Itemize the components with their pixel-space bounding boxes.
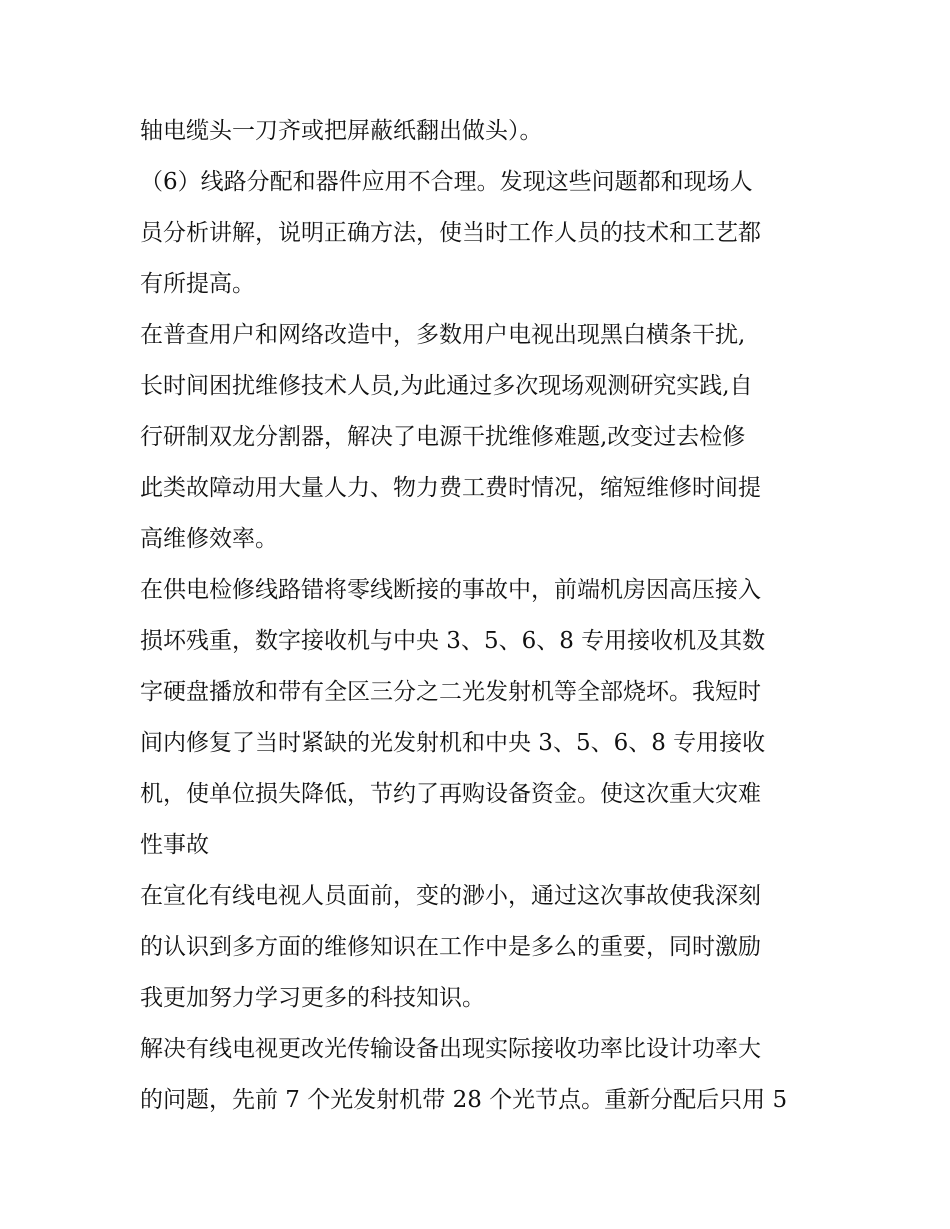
text-line: 我更加努力学习更多的科技知识。 (140, 985, 485, 1011)
text-line: 行研制双龙分割器，解决了电源干扰维修难题,改变过去检修 (140, 424, 746, 450)
text-line: 长时间困扰维修技术人员,为此通过多次现场观测研究实践,自 (140, 373, 753, 399)
text-line: 性事故 (140, 832, 209, 858)
text-line: 字硬盘播放和带有全区三分之二光发射机等全部烧坏。我短时 (140, 679, 761, 705)
text-line: 高维修效率。 (140, 526, 278, 552)
text-line: 在宣化有线电视人员面前，变的渺小，通过这次事故使我深刻 (140, 883, 761, 909)
text-line: 间内修复了当时紧缺的光发射机和中央 3、5、6、8 专用接收 (140, 730, 766, 756)
text-line: 有所提高。 (140, 271, 255, 297)
text-line: 机，使单位损失降低，节约了再购设备资金。使这次重大灾难 (140, 781, 761, 807)
text-line: 轴电缆头一刀齐或把屏蔽纸翻出做头）。 (140, 118, 543, 144)
body-text (140, 106, 820, 1126)
text-line: 此类故障动用大量人力、物力费工费时情况，缩短维修时间提 (140, 475, 761, 501)
text-line: （6）线路分配和器件应用不合理。发现这些问题都和现场人 (140, 169, 753, 195)
text-line: 的认识到多方面的维修知识在工作中是多么的重要，同时激励 (140, 934, 761, 960)
text-line: 损坏残重，数字接收机与中央 3、5、6、8 专用接收机及其数 (140, 628, 766, 654)
text-line: 解决有线电视更改光传输设备出现实际接收功率比设计功率大 (140, 1036, 761, 1062)
text-line: 在普查用户和网络改造中，多数用户电视出现黑白横条干扰, (140, 322, 746, 348)
text-line: 员分析讲解，说明正确方法，使当时工作人员的技术和工艺都 (140, 220, 761, 246)
text-line: 在供电检修线路错将零线断接的事故中，前端机房因高压接入 (140, 577, 761, 603)
text-line: 的问题，先前 7 个光发射机带 28 个光节点。重新分配后只用 5 (140, 1087, 788, 1113)
